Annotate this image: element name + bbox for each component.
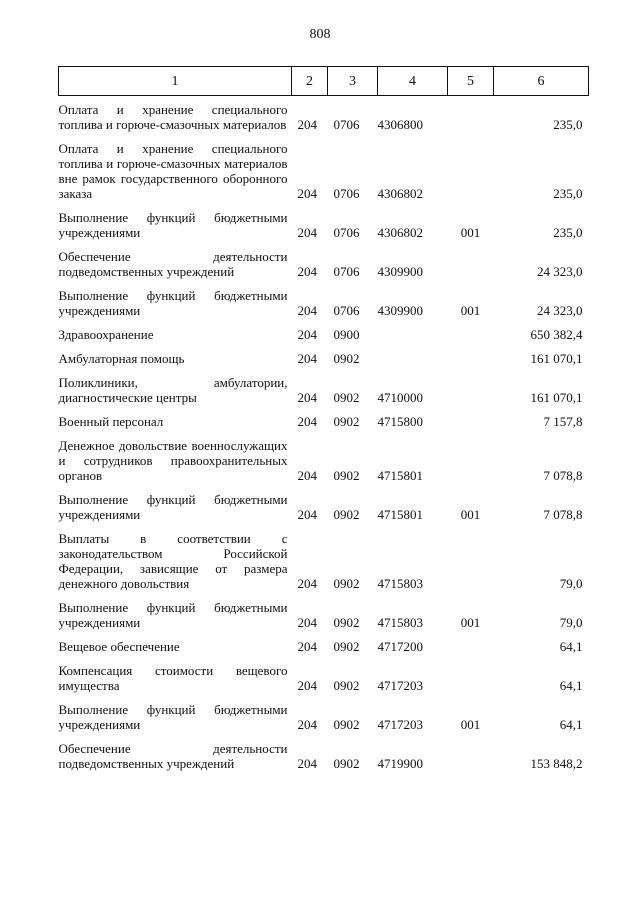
row-name: Выплаты в соответствии с законодательством Российской Федерации, зависящие от размера денежного довольствия: [58, 531, 288, 591]
row-target: 4715801: [377, 468, 423, 483]
row-name: Компенсация стоимости вещевого имущества: [58, 663, 288, 693]
row-sum: 650 382,4: [530, 327, 583, 342]
table-row: [59, 201, 589, 240]
row-code: 204: [297, 264, 317, 279]
table-body: [59, 96, 589, 772]
row-sum: 24 323,0: [537, 264, 583, 279]
row-name: Обеспечение деятельности подведомственных учреждений: [58, 741, 288, 771]
row-name: Оплата и хранение специального топлива и горюче-смазочных материалов: [58, 102, 288, 132]
row-expense-type: 001: [460, 717, 481, 732]
row-sum: 24 323,0: [537, 303, 583, 318]
row-section: 0706: [333, 303, 360, 318]
row-name: Выполнение функций бюджетными учреждениями: [58, 210, 288, 240]
table-row: [59, 279, 589, 318]
row-name: Вещевое обеспечение: [58, 639, 180, 654]
row-sum: 235,0: [553, 117, 583, 132]
row-sum: 235,0: [553, 186, 583, 201]
row-section: 0706: [333, 225, 360, 240]
row-sum: 7 078,8: [543, 507, 583, 522]
row-target: 4717203: [377, 717, 423, 732]
row-name: Военный персонал: [58, 414, 164, 429]
table-row: [59, 693, 589, 732]
row-target: 4715803: [377, 615, 423, 630]
row-section: 0902: [333, 390, 360, 405]
row-code: 204: [297, 351, 317, 366]
row-expense-type: [448, 732, 494, 771]
row-code: 204: [297, 303, 317, 318]
row-target: 4719900: [377, 756, 423, 771]
row-name: Выполнение функций бюджетными учреждениями: [58, 600, 288, 630]
row-target: [378, 342, 448, 366]
row-target: 4715803: [377, 576, 423, 591]
row-expense-type: [448, 366, 494, 405]
row-target: 4715800: [377, 414, 423, 429]
row-expense-type: [448, 318, 494, 342]
row-name: Выполнение функций бюджетными учреждениями: [58, 492, 288, 522]
table-row: [59, 132, 589, 201]
row-name: Выполнение функций бюджетными учреждениями: [58, 702, 288, 732]
page-number: 808: [309, 27, 331, 42]
row-section: 0902: [333, 351, 360, 366]
row-name: Денежное довольствие военнослужащих и сотрудников правоохранительных органов: [58, 438, 288, 483]
row-sum: 161 070,1: [530, 390, 583, 405]
row-section: 0902: [333, 678, 360, 693]
row-sum: 79,0: [559, 615, 583, 630]
row-code: 204: [297, 225, 317, 240]
row-section: 0902: [333, 507, 360, 522]
row-target: [378, 318, 448, 342]
header-col-3: 3: [328, 67, 378, 96]
row-code: 204: [297, 576, 317, 591]
row-sum: 7 157,8: [543, 414, 583, 429]
row-target: 4309900: [377, 303, 423, 318]
table-row: [59, 732, 589, 771]
header-col-2: 2: [292, 67, 328, 96]
row-section: 0706: [333, 117, 360, 132]
row-expense-type: [448, 342, 494, 366]
row-name: Обеспечение деятельности подведомственных учреждений: [58, 249, 288, 279]
row-target: 4306802: [377, 225, 423, 240]
row-expense-type: [448, 405, 494, 429]
row-expense-type: 001: [460, 303, 481, 318]
row-expense-type: [448, 96, 494, 133]
table-row: [59, 318, 589, 342]
row-sum: 7 078,8: [543, 468, 583, 483]
row-code: 204: [297, 390, 317, 405]
table-row: [59, 429, 589, 483]
row-target: 4309900: [377, 264, 423, 279]
table-header: [59, 67, 589, 96]
row-target: 4306802: [377, 186, 423, 201]
header-row: [59, 67, 589, 96]
row-code: 204: [297, 414, 317, 429]
row-section: 0902: [333, 468, 360, 483]
row-code: 204: [297, 678, 317, 693]
row-code: 204: [297, 117, 317, 132]
row-name: Выполнение функций бюджетными учреждениями: [58, 288, 288, 318]
header-col-6: 6: [494, 67, 589, 96]
table-row: [59, 522, 589, 591]
row-section: 0706: [333, 186, 360, 201]
row-code: 204: [297, 717, 317, 732]
row-sum: 64,1: [559, 717, 583, 732]
table-row: [59, 483, 589, 522]
row-section: 0902: [333, 717, 360, 732]
row-section: 0902: [333, 639, 360, 654]
budget-table: [58, 66, 589, 771]
row-target: 4715801: [377, 507, 423, 522]
row-section: 0900: [333, 327, 360, 342]
table-row: [59, 342, 589, 366]
table-row: [59, 630, 589, 654]
row-target: 4717203: [377, 678, 423, 693]
row-code: 204: [297, 615, 317, 630]
table-row: [59, 654, 589, 693]
row-target: 4306800: [377, 117, 423, 132]
row-name: Амбулаторная помощь: [58, 351, 185, 366]
row-expense-type: [448, 132, 494, 201]
row-expense-type: 001: [460, 507, 481, 522]
row-expense-type: [448, 522, 494, 591]
row-code: 204: [297, 468, 317, 483]
row-sum: 235,0: [553, 225, 583, 240]
table-row: [59, 240, 589, 279]
row-section: 0902: [333, 414, 360, 429]
row-expense-type: [448, 654, 494, 693]
row-section: 0902: [333, 756, 360, 771]
row-name: Поликлиники, амбулатории, диагностические центры: [58, 375, 288, 405]
table-row: [59, 366, 589, 405]
row-expense-type: 001: [460, 225, 481, 240]
row-code: 204: [297, 756, 317, 771]
row-sum: 161 070,1: [530, 351, 583, 366]
row-sum: 79,0: [559, 576, 583, 591]
row-section: 0902: [333, 615, 360, 630]
row-expense-type: [448, 429, 494, 483]
header-col-5: 5: [448, 67, 494, 96]
table-row: [59, 405, 589, 429]
table-row: [59, 591, 589, 630]
row-section: 0902: [333, 576, 360, 591]
row-expense-type: [448, 630, 494, 654]
row-expense-type: 001: [460, 615, 481, 630]
row-target: 4717200: [377, 639, 423, 654]
row-expense-type: [448, 240, 494, 279]
row-code: 204: [297, 507, 317, 522]
row-code: 204: [297, 186, 317, 201]
row-name: Здравоохранение: [58, 327, 154, 342]
row-sum: 64,1: [559, 639, 583, 654]
row-code: 204: [297, 327, 317, 342]
header-col-4: 4: [378, 67, 448, 96]
row-code: 204: [297, 639, 317, 654]
row-sum: 64,1: [559, 678, 583, 693]
table-row: [59, 96, 589, 133]
row-sum: 153 848,2: [530, 756, 583, 771]
row-section: 0706: [333, 264, 360, 279]
row-name: Оплата и хранение специального топлива и горюче-смазочных материалов вне рамок государственного оборонного заказа: [58, 141, 288, 201]
row-target: 4710000: [377, 390, 423, 405]
header-col-1: 1: [59, 67, 292, 96]
